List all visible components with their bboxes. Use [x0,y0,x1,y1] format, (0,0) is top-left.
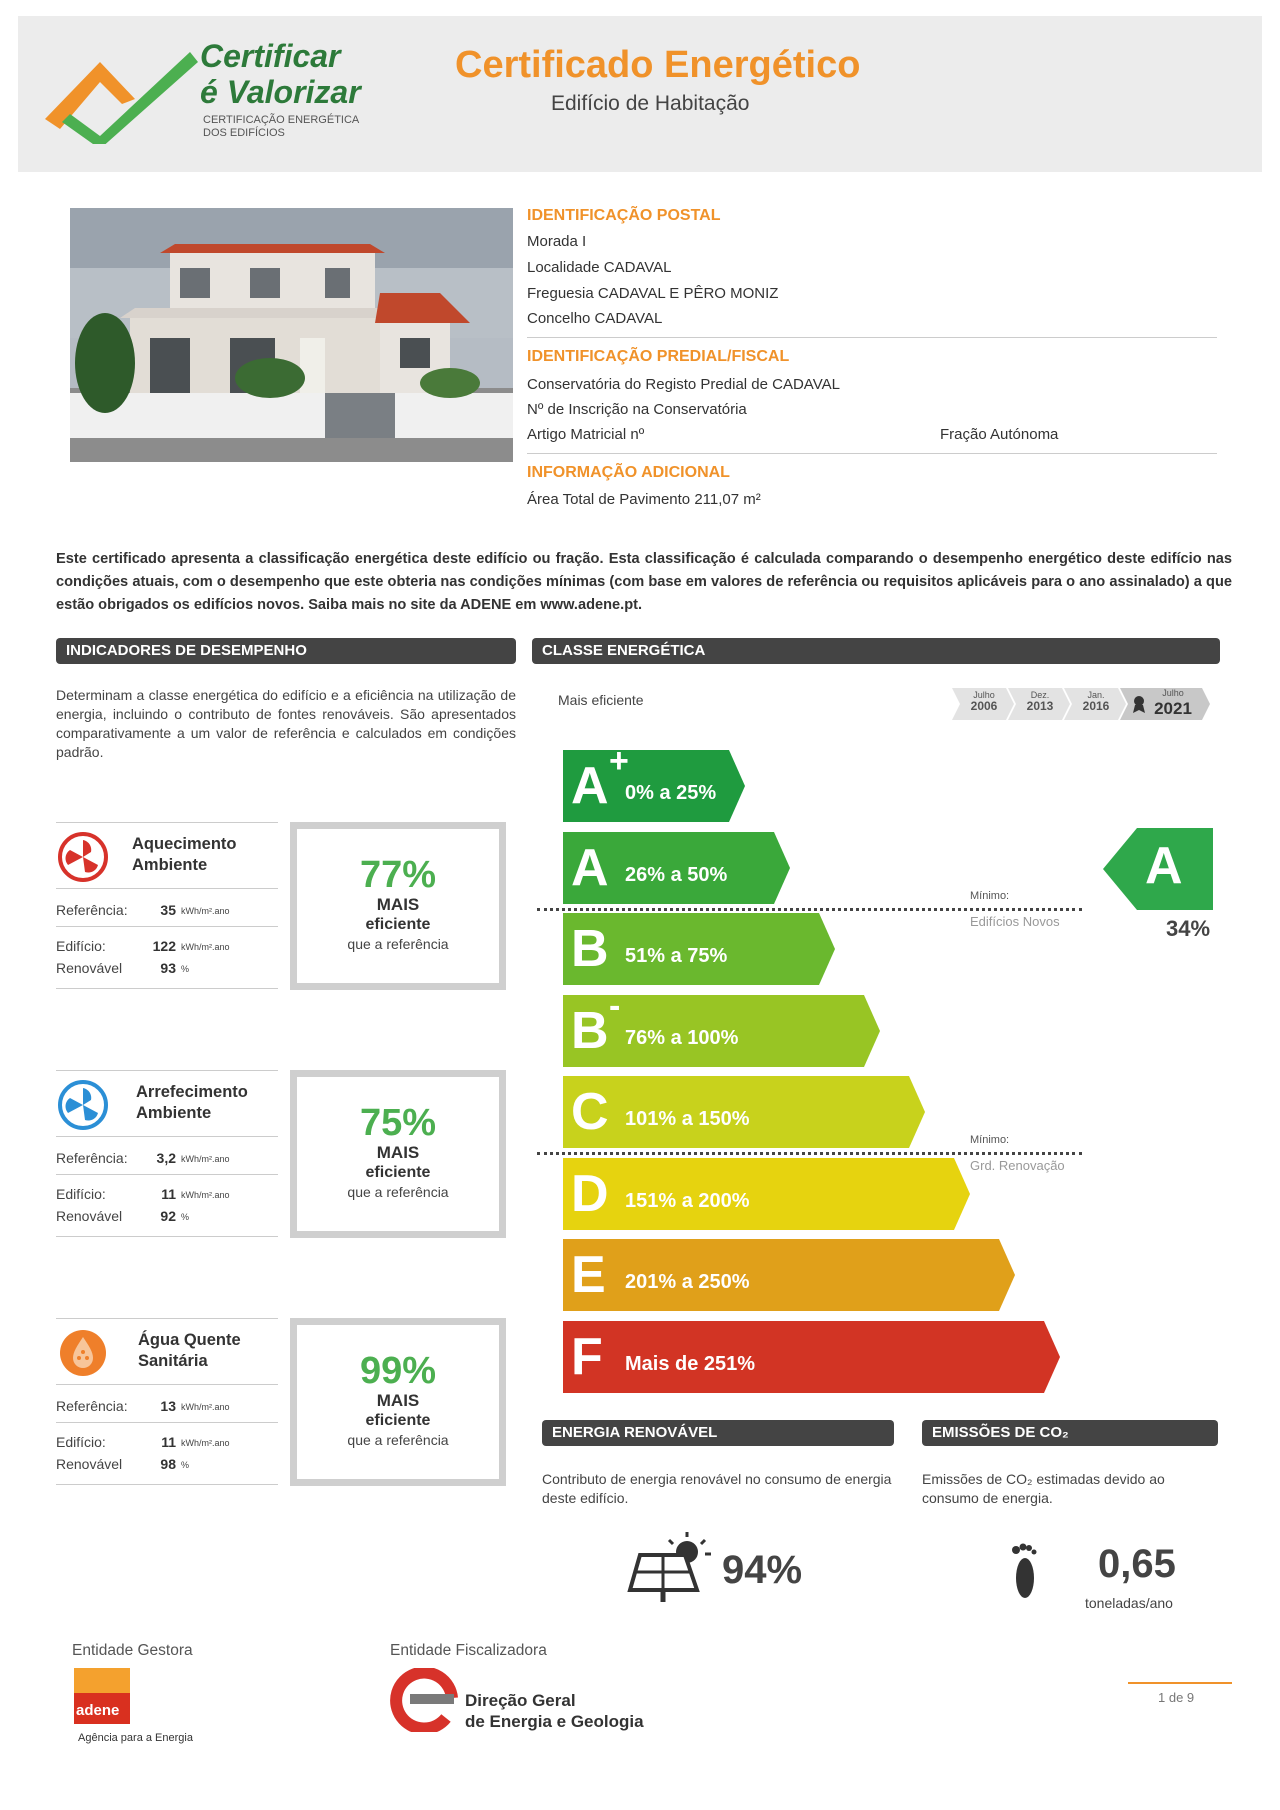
renewable-value: 94% [722,1548,803,1592]
energy-band [563,986,880,1067]
unit: kWh/m².ano [181,1402,230,1412]
heating-efficiency-pct: 77% [359,854,437,896]
renewable-header: ENERGIA RENOVÁVEL [542,1420,894,1446]
value-renovavel: 98 [160,1456,176,1472]
timeline [952,688,1212,720]
fracao-autonoma: Fração Autónoma [940,426,1059,443]
mais-label: MAIS [376,1391,420,1410]
que-referencia-label: que a referência [347,1432,449,1448]
adene-logo-text: adene [76,1702,120,1719]
label-renovavel: Renovável [56,1456,123,1472]
energy-band-letter: F [571,1327,603,1386]
heating-fan-icon [58,832,108,882]
label-renovavel: Renovável [56,960,123,976]
cooling-efficiency-pct: 75% [359,1102,437,1144]
emissions-value: 0,65 [1098,1542,1176,1586]
adicional-section-title: INFORMAÇÃO ADICIONAL [527,464,730,481]
cooling-fan-icon [58,1080,108,1130]
dgeg-name: Direção Geral de Energia e Geologia [465,1691,644,1731]
hot-water-icon [58,1328,108,1378]
energy-band [563,1076,925,1148]
adene-subtitle: Agência para a Energia [78,1732,193,1744]
divider [527,337,1217,338]
page-title: Certificado Energético [455,44,861,86]
energy-band-letter: C [571,1083,609,1141]
checkmark-logo-icon [40,44,200,144]
eficiente-label: eficiente [365,916,431,933]
timeline-year: 2021 [1154,699,1192,718]
timeline-month: Dez. [1030,690,1050,700]
indicator-cooling [56,1070,278,1238]
page-subtitle: Edifício de Habitação [551,92,750,115]
timeline-year: 2016 [1082,699,1110,713]
value-referencia: 3,2 [156,1150,176,1166]
postal-section-title: IDENTIFICAÇÃO POSTAL [527,207,721,224]
energy-band [563,1158,970,1230]
area-total: Área Total de Pavimento 211,07 m² [527,491,761,508]
heating-efficiency-box [290,822,506,990]
house-illustration [70,208,513,462]
energy-band-range: 151% a 200% [625,1189,750,1212]
mais-eficiente-label: Mais eficiente [558,692,644,708]
emissions-unit: toneladas/ano [1085,1595,1173,1611]
localidade: Localidade CADAVAL [527,259,672,276]
pct-unit: % [181,1460,190,1470]
energy-band-modifier: - [609,986,621,1025]
energy-band-letter: A [571,838,609,897]
logo-subtitle: CERTIFICAÇÃO ENERGÉTICA DOS EDIFÍCIOS [203,114,360,139]
label-referencia: Referência: [56,902,128,918]
value-renovavel: 93 [160,960,176,976]
energy-band [563,742,745,822]
energy-band [563,913,835,985]
dgeg-logo-icon [390,1668,460,1732]
label-edificio: Edifício: [56,1186,106,1202]
energy-band-range: 26% a 50% [625,863,728,886]
solar-panel-icon [625,1530,715,1605]
energy-band-letter: A [571,757,609,815]
page-rule [1128,1682,1232,1684]
energy-band-letter: E [571,1246,606,1304]
label-edificio: Edifício: [56,938,106,954]
hot-water-efficiency-box [290,1318,506,1486]
page-number: 1 de 9 [1158,1690,1195,1705]
energy-band-range: 76% a 100% [625,1026,739,1049]
energy-band-range: 0% a 25% [625,782,717,804]
energy-band-range: Mais de 251% [625,1352,756,1375]
que-referencia-label: que a referência [347,936,449,952]
value-referencia: 35 [160,902,176,918]
inscricao: Nº de Inscrição na Conservatória [527,401,747,418]
minimo-renovacao-line [537,1152,1082,1155]
label-edificio: Edifício: [56,1434,106,1450]
que-referencia-label: que a referência [347,1184,449,1200]
unit: kWh/m².ano [181,906,230,916]
intro-text: Este certificado apresenta a classificação energética deste edifício ou fração. Esta classificação é calculada comparando o desempenho energético deste edifício nas condições atuais, com o desempenho que este obteria nas condições mínimas (com base em valores de referência ou requisitos aplicáveis para o ano assinalado) a que estão obrigados os edifícios novos. Saiba mais no site da ADENE em www.adene.pt. [56,551,1232,613]
value-renovavel: 92 [160,1208,176,1224]
morada: Morada I [527,233,587,250]
emissions-description: Emissões de CO₂ estimadas devido ao consumo de energia. [922,1471,1165,1506]
value-edificio: 11 [161,1434,176,1450]
value-referencia: 13 [160,1398,176,1414]
minimo-label: Mínimo: [970,1134,1010,1146]
minimo-label: Mínimo: [970,890,1010,902]
entidade-fiscalizadora-label: Entidade Fiscalizadora [390,1642,547,1659]
adene-logo [74,1668,130,1724]
value-edificio: 122 [152,938,176,954]
energy-band-letter: D [571,1164,609,1223]
minimo-novos-label: Edifícios Novos [970,914,1060,929]
energy-band [563,1321,1060,1393]
energy-band-range: 51% a 75% [625,945,728,967]
minimo-novos-line [537,908,1082,911]
conservatoria: Conservatória do Registo Predial de CADAVAL [527,376,840,393]
pct-unit: % [181,964,190,974]
label-referencia: Referência: [56,1398,128,1414]
concelho: Concelho CADAVAL [527,310,663,327]
value-edificio: 11 [161,1186,176,1202]
result-class-pct: 34% [1166,916,1211,941]
eficiente-label: eficiente [365,1164,431,1181]
energy-band [563,1239,1015,1311]
pct-unit: % [181,1212,190,1222]
emissions-header: EMISSÕES DE CO₂ [922,1420,1218,1446]
indicators-header: INDICADORES DE DESEMPENHO [56,638,516,664]
timeline-year: 2006 [970,699,998,713]
predial-section-title: IDENTIFICAÇÃO PREDIAL/FISCAL [527,348,790,365]
energy-band-letter: B [571,920,609,978]
artigo-matricial: Artigo Matricial nº [527,426,645,443]
indicators-description: Determinam a classe energética do edifício e a eficiência na utilização de energia, incluindo o contributo de fontes renováveis. São apresentados comparativamente a um valor de referência e calculados em condições padrão. [56,687,516,760]
result-class-letter: A [1145,837,1183,895]
unit: kWh/m².ano [181,942,230,952]
minimo-renovacao-label: Grd. Renovação [970,1158,1065,1173]
hot-water-efficiency-pct: 99% [359,1350,437,1392]
footprint-icon [1005,1540,1041,1604]
indicator-hot-water [56,1318,278,1486]
logo-title: Certificar é Valorizar [200,38,361,110]
energy-band-range: 201% a 250% [625,1271,750,1293]
timeline-month: Julho [1162,688,1184,698]
timeline-month: Jan. [1087,690,1105,700]
indicator-name: Água Quente Sanitária [138,1331,241,1370]
unit: kWh/m².ano [181,1438,230,1448]
divider [527,453,1217,454]
label-renovavel: Renovável [56,1208,123,1224]
energy-band-range: 101% a 150% [625,1108,750,1130]
energy-class-header: CLASSE ENERGÉTICA [532,638,1220,664]
indicator-name: Aquecimento Ambiente [132,835,237,874]
unit: kWh/m².ano [181,1190,230,1200]
entidade-gestora-label: Entidade Gestora [72,1642,193,1659]
indicator-heating [56,822,278,990]
energy-band-modifier: + [609,742,629,780]
mais-label: MAIS [376,1143,420,1162]
award-ribbon-icon [1132,694,1146,714]
mais-label: MAIS [376,895,420,914]
label-referencia: Referência: [56,1150,128,1166]
indicator-name: Arrefecimento Ambiente [136,1083,248,1122]
freguesia: Freguesia CADAVAL E PÊRO MONIZ [527,285,779,302]
unit: kWh/m².ano [181,1154,230,1164]
house-photo [70,208,513,462]
cooling-efficiency-box [290,1070,506,1238]
timeline-year: 2013 [1026,699,1054,713]
eficiente-label: eficiente [365,1412,431,1429]
renewable-description: Contributo de energia renovável no consumo de energia deste edifício. [542,1471,892,1506]
energy-band [563,832,790,904]
energy-band-letter: B [571,1001,609,1060]
timeline-month: Julho [973,690,995,700]
